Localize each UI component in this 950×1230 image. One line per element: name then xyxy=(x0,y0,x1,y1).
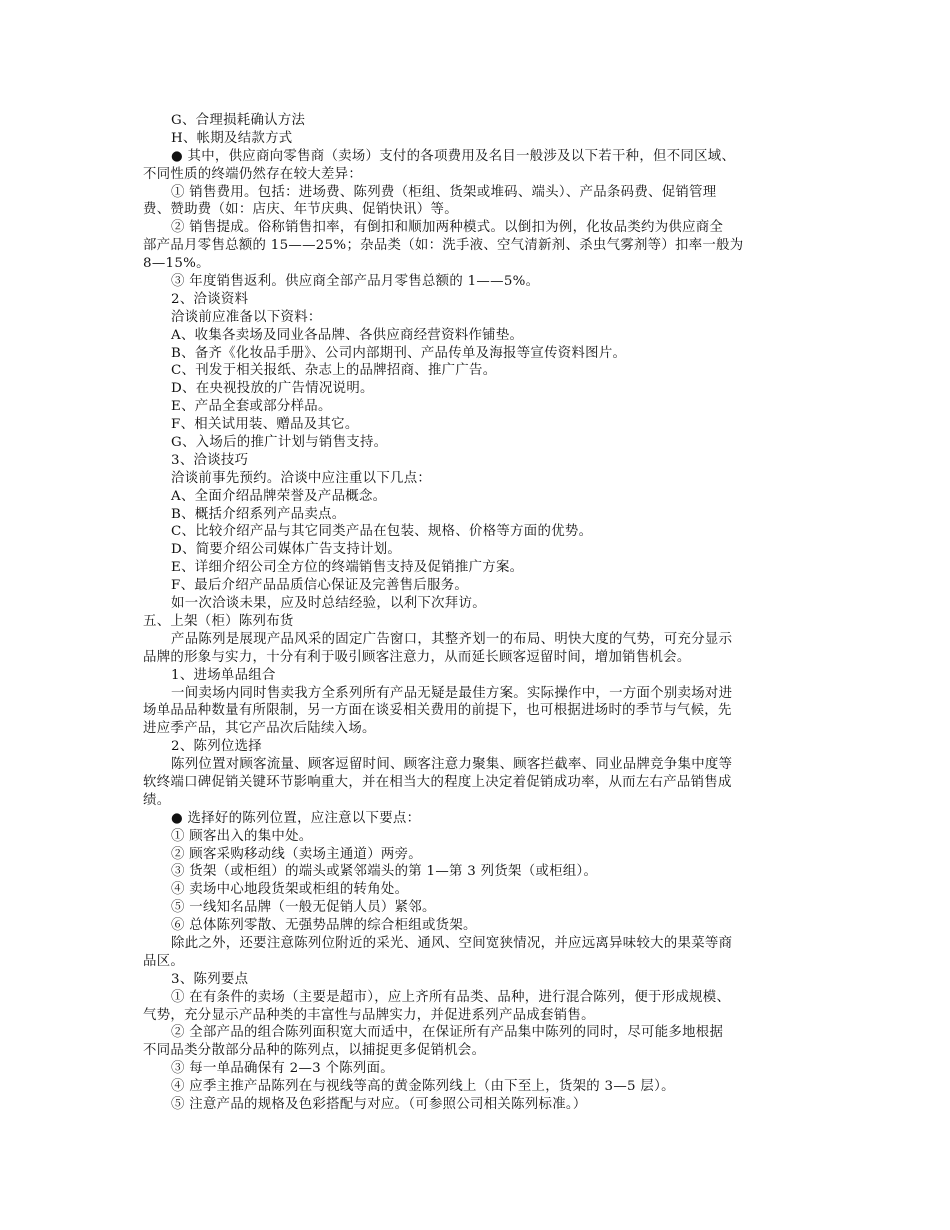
text-line: B、备齐《化妆品手册》、公司内部期刊、产品传单及海报等宣传资料图片。 xyxy=(171,345,627,361)
text-line: C、比较介绍产品与其它同类产品在包装、规格、价格等方面的优势。 xyxy=(171,524,593,540)
text-line: ③ 年度销售返利。供应商全部产品月零售总额的 1——5%。 xyxy=(171,274,540,290)
text-line: E、详细介绍公司全方位的终端销售支持及促销推广方案。 xyxy=(171,560,524,576)
text-line: A、全面介绍品牌荣誉及产品概念。 xyxy=(171,488,387,504)
text-line: 品区。 xyxy=(143,953,185,969)
text-line: E、产品全套或部分样品。 xyxy=(171,399,332,415)
text-line: H、帐期及结款方式 xyxy=(171,130,293,146)
text-line: 2、陈列位选择 xyxy=(171,739,262,755)
section-heading: 五、上架（柜）陈列布货 xyxy=(143,613,294,629)
text-line: ● 选择好的陈列位置，应注意以下要点： xyxy=(171,810,421,826)
text-line: 除此之外，还要注意陈列位附近的采光、通风、空间宽狭情况，并应远离异味较大的果菜等商 xyxy=(171,935,733,951)
text-line: ⑥ 总体陈列零散、无强势品牌的综合柜组或货架。 xyxy=(171,918,477,934)
text-line: B、概括介绍系列产品卖点。 xyxy=(171,506,346,522)
text-line: 洽谈前应准备以下资料： xyxy=(171,309,322,325)
text-line: G、合理损耗确认方法 xyxy=(171,113,306,128)
text-line: 1、进场单品组合 xyxy=(171,667,276,683)
text-line: ④ 卖场中心地段货架或柜组的转角处。 xyxy=(171,882,409,898)
text-line: 产品陈列是展现产品风采的固定广告窗口，其整齐划一的布局、明快大度的气势，可充分显示 xyxy=(171,631,733,647)
text-line: ④ 应季主推产品陈列在与视线等高的黄金陈列线上（由下至上，货架的 3—5 层）。 xyxy=(171,1079,675,1095)
text-line: 3、洽谈技巧 xyxy=(171,452,249,468)
text-line: 8—15%。 xyxy=(143,256,210,272)
text-line: 陈列位置对顾客流量、顾客逗留时间、顾客注意力聚集、顾客拦截率、同业品牌竞争集中度等 xyxy=(171,757,733,773)
text-line: 不同品类分散部分品种的陈列点，以捕捉更多促销机会。 xyxy=(143,1043,486,1059)
text-line: C、刊发于相关报纸、杂志上的品牌招商、推广广告。 xyxy=(171,363,497,379)
text-line: ● 其中，供应商向零售商（卖场）支付的各项费用及名目一般涉及以下若干种，但不同区域、 xyxy=(171,148,736,164)
text-line: 部产品月零售总额的 15——25%；杂品类（如：洗手液、空气清新剂、杀虫气雾剂等）扣率一般为 xyxy=(143,238,744,254)
text-line: 品牌的形象与实力，十分有利于吸引顾客注意力，从而延长顾客逗留时间，增加销售机会。 xyxy=(143,649,691,665)
text-line: F、最后介绍产品品质信心保证及完善售后服务。 xyxy=(171,578,469,594)
text-line: ⑤ 注意产品的规格及色彩搭配与对应。（可参照公司相关陈列标准。） xyxy=(171,1096,587,1112)
text-line: ② 顾客采购移动线（卖场主通道）两旁。 xyxy=(171,846,422,862)
document-body xyxy=(143,112,808,1114)
text-line: 如一次洽谈未果，应及时总结经验，以利下次拜访。 xyxy=(171,596,486,612)
text-line: ① 顾客出入的集中处。 xyxy=(171,828,313,844)
text-line: 场单品品种数量有所限制，另一方面在谈妥相关费用的前提下，也可根据进场时的季节与气候，先 xyxy=(143,703,732,719)
text-line: ② 销售提成。俗称销售扣率，有倒扣和顺加两种模式。以倒扣为例，化妆品类约为供应商全 xyxy=(171,220,724,236)
text-line: A、收集各卖场及同业各品牌、各供应商经营资料作铺垫。 xyxy=(171,327,524,343)
text-line: 不同性质的终端仍然存在较大差异： xyxy=(143,166,363,182)
text-line: G、入场后的推广计划与销售支持。 xyxy=(171,435,388,451)
text-line: ② 全部产品的组合陈列面积宽大而适中，在保证所有产品集中陈列的同时，尽可能多地根据 xyxy=(171,1025,724,1041)
text-line: ① 销售费用。包括：进场费、陈列费（柜组、货架或堆码、端头）、产品条码费、促销管理 xyxy=(171,184,717,200)
text-line: ⑤ 一线知名品牌（一般无促销人员）紧邻。 xyxy=(171,900,436,916)
text-line: 一间卖场内同时售卖我方全系列所有产品无疑是最佳方案。实际操作中，一方面个别卖场对进 xyxy=(171,685,733,701)
text-line: 2、洽谈资料 xyxy=(171,291,249,307)
text-line: 气势，充分显示产品种类的丰富性与品牌实力，并促进系列产品成套销售。 xyxy=(143,1007,595,1023)
text-line: D、简要介绍公司媒体广告支持计划。 xyxy=(171,542,402,558)
text-line: ③ 货架（或柜组）的端头或紧邻端头的第 1—第 3 列货架（或柜组）。 xyxy=(171,864,598,880)
text-line: 进应季产品，其它产品次后陆续入场。 xyxy=(143,721,376,737)
text-line: F、相关试用装、赠品及其它。 xyxy=(171,417,359,433)
text-line: ① 在有条件的卖场（主要是超市），应上齐所有品类、品种，进行混合陈列，便于形成规模、 xyxy=(171,989,731,1005)
text-line: D、在央视投放的广告情况说明。 xyxy=(171,381,374,397)
text-line: ③ 每一单品确保有 2—3 个陈列面。 xyxy=(171,1061,394,1077)
text-line: 费、赞助费（如：店庆、年节庆典、促销快讯）等。 xyxy=(143,202,458,218)
text-line: 洽谈前事先预约。洽谈中应注重以下几点： xyxy=(171,470,432,486)
text-line: 软终端口碑促销关键环节影响重大，并在相当大的程度上决定着促销成功率，从而左右产品销售成 xyxy=(143,774,732,790)
text-line: 3、陈列要点 xyxy=(171,971,249,987)
text-line: 绩。 xyxy=(143,792,171,808)
